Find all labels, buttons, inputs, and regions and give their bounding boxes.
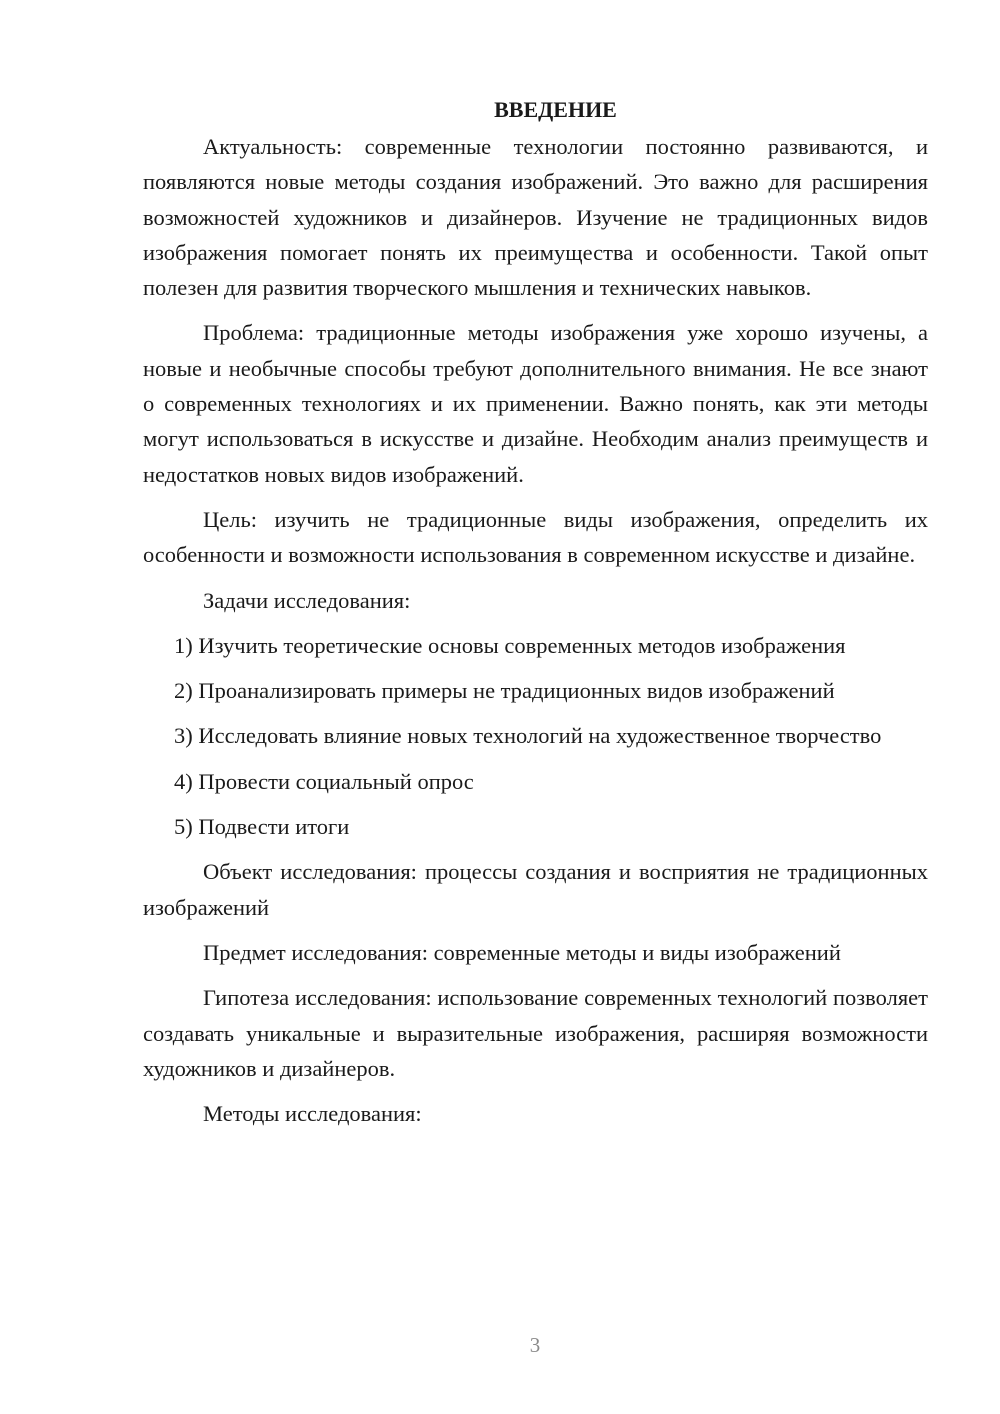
list-item: 5) Подвести итоги — [174, 814, 350, 840]
list-item: 1) Изучить теоретические основы современных методов изображения — [174, 632, 846, 658]
tasks-heading: Задачи исследования: — [203, 587, 411, 613]
tasks-list — [143, 628, 928, 844]
paragraph-goal: Цель: изучить не традиционные виды изображения, определить их особенности и возможности использования в современном искусстве и дизайне. — [143, 506, 928, 568]
paragraph-subject: Предмет исследования: современные методы и виды изображений — [203, 939, 841, 965]
document-page — [143, 92, 928, 1141]
paragraph-relevance: Актуальность: современные технологии постоянно развиваются, и появляются новые методы создания изображений. Это важно для расширения возможностей художников и дизайнеров. Изучение не традиционных видов изображения помогает понять их преимущества и особенности. Такой опыт полезен для развития творческого мышления и технических навыков. — [143, 134, 928, 301]
page-number: 3 — [529, 1333, 541, 1357]
paragraph-problem: Проблема: традиционные методы изображения уже хорошо изучены, а новые и необычные способы требуют дополнительного внимания. Не все знают о современных технологиях и их применении. Важно понять, как эти методы могут использоваться в искусстве и дизайне. Необходим анализ преимуществ и недостатков новых видов изображений. — [143, 320, 928, 487]
paragraph-hypothesis: Гипотеза исследования: использование современных технологий позволяет создавать уникальные и выразительные изображения, расширяя возможности художников и дизайнеров. — [143, 985, 928, 1081]
list-item: 4) Провести социальный опрос — [174, 768, 474, 794]
list-item: 2) Проанализировать примеры не традиционных видов изображений — [174, 678, 835, 704]
methods-heading: Методы исследования: — [203, 1101, 422, 1127]
section-title: ВВЕДЕНИЕ — [494, 97, 617, 122]
paragraph-object: Объект исследования: процессы создания и восприятия не традиционных изображений — [143, 859, 928, 920]
list-item: 3) Исследовать влияние новых технологий на художественное творчество — [174, 723, 882, 749]
